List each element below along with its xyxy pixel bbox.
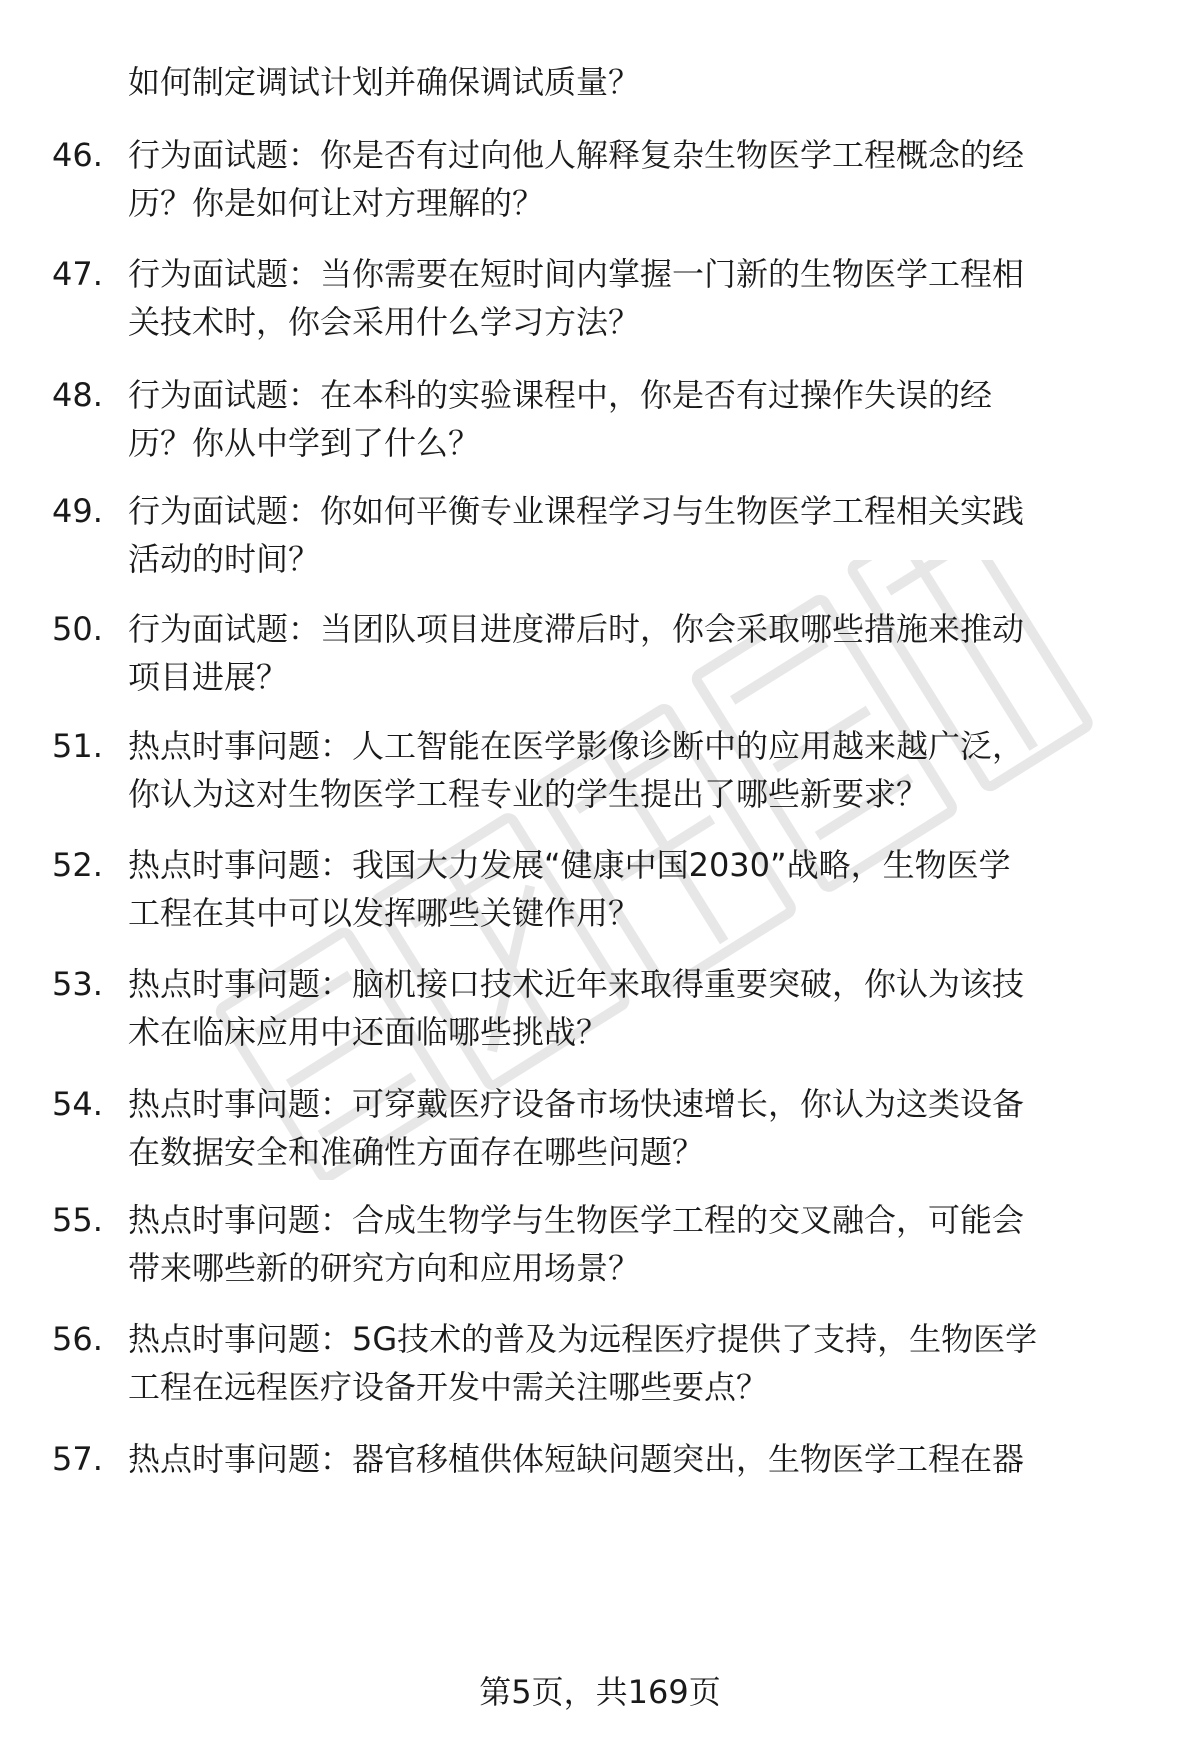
question-text bbox=[128, 1196, 1148, 1292]
question-item bbox=[0, 131, 1200, 251]
question-text-line: 关技术时，你会采用什么学习方法？ bbox=[128, 303, 641, 341]
question-text-line: 热点时事问题：可穿戴医疗设备市场快速增长，你认为这类设备 bbox=[128, 1085, 1025, 1123]
question-number: 55. bbox=[52, 1201, 103, 1239]
question-item bbox=[0, 722, 1200, 842]
question-text-line: 工程在远程医疗设备开发中需关注哪些要点？ bbox=[128, 1368, 769, 1406]
question-text bbox=[128, 487, 1148, 583]
question-number: 53. bbox=[52, 965, 103, 1003]
question-text bbox=[128, 841, 1148, 937]
question-text-line: 热点时事问题：5G技术的普及为远程医疗提供了支持，生物医学 bbox=[128, 1320, 1038, 1358]
continued-question-line: 如何制定调试计划并确保调试质量？ bbox=[128, 63, 641, 101]
question-item bbox=[0, 605, 1200, 725]
question-text-line: 行为面试题：在本科的实验课程中，你是否有过操作失误的经 bbox=[128, 376, 993, 414]
question-text bbox=[128, 131, 1148, 227]
question-text-line: 历？你是如何让对方理解的？ bbox=[128, 184, 545, 222]
question-item bbox=[0, 371, 1200, 491]
page-footer: 第5页，共169页 bbox=[479, 1673, 721, 1711]
question-text-line: 行为面试题：你如何平衡专业课程学习与生物医学工程相关实践 bbox=[128, 492, 1025, 530]
question-number: 47. bbox=[52, 255, 103, 293]
question-number: 54. bbox=[52, 1085, 103, 1123]
question-number: 46. bbox=[52, 136, 103, 174]
question-number: 52. bbox=[52, 846, 103, 884]
question-text bbox=[128, 1080, 1148, 1176]
question-text bbox=[128, 1315, 1148, 1411]
question-item bbox=[0, 1435, 1200, 1555]
question-item bbox=[0, 841, 1200, 961]
question-text-line: 带来哪些新的研究方向和应用场景？ bbox=[128, 1249, 641, 1287]
question-number: 48. bbox=[52, 376, 103, 414]
question-text bbox=[128, 1435, 1148, 1483]
question-item bbox=[0, 1315, 1200, 1435]
question-text bbox=[128, 605, 1148, 701]
question-item bbox=[0, 1196, 1200, 1316]
question-text-line: 热点时事问题：我国大力发展“健康中国2030”战略，生物医学 bbox=[128, 846, 1011, 884]
question-text-line: 在数据安全和准确性方面存在哪些问题？ bbox=[128, 1133, 705, 1171]
question-text-line: 活动的时间？ bbox=[128, 540, 321, 578]
question-text-line: 热点时事问题：器官移植供体短缺问题突出，生物医学工程在器 bbox=[128, 1440, 1025, 1478]
question-text-line: 你认为这对生物医学工程专业的学生提出了哪些新要求？ bbox=[128, 775, 929, 813]
question-item bbox=[0, 250, 1200, 370]
question-text bbox=[128, 250, 1148, 346]
question-text-line: 热点时事问题：合成生物学与生物医学工程的交叉融合，可能会 bbox=[128, 1201, 1025, 1239]
question-item bbox=[0, 960, 1200, 1080]
question-text bbox=[128, 722, 1148, 818]
question-text bbox=[128, 960, 1148, 1056]
question-number: 51. bbox=[52, 727, 103, 765]
question-text-line: 行为面试题：你是否有过向他人解释复杂生物医学工程概念的经 bbox=[128, 136, 1025, 174]
question-item bbox=[0, 487, 1200, 607]
question-number: 49. bbox=[52, 492, 103, 530]
question-text-line: 工程在其中可以发挥哪些关键作用？ bbox=[128, 894, 641, 932]
question-number: 57. bbox=[52, 1440, 103, 1478]
question-item bbox=[0, 1080, 1200, 1200]
question-text-line: 热点时事问题：人工智能在医学影像诊断中的应用越来越广泛， bbox=[128, 727, 1025, 765]
question-text-line: 术在临床应用中还面临哪些挑战？ bbox=[128, 1013, 609, 1051]
question-text-line: 项目进展？ bbox=[128, 658, 289, 696]
question-text-line: 热点时事问题：脑机接口技术近年来取得重要突破，你认为该技 bbox=[128, 965, 1025, 1003]
question-text-line: 行为面试题：当团队项目进度滞后时，你会采取哪些措施来推动 bbox=[128, 610, 1025, 648]
question-text-line: 行为面试题：当你需要在短时间内掌握一门新的生物医学工程相 bbox=[128, 255, 1025, 293]
question-text-line: 历？你从中学到了什么？ bbox=[128, 424, 481, 462]
question-number: 56. bbox=[52, 1320, 103, 1358]
question-text bbox=[128, 371, 1148, 467]
question-number: 50. bbox=[52, 610, 103, 648]
